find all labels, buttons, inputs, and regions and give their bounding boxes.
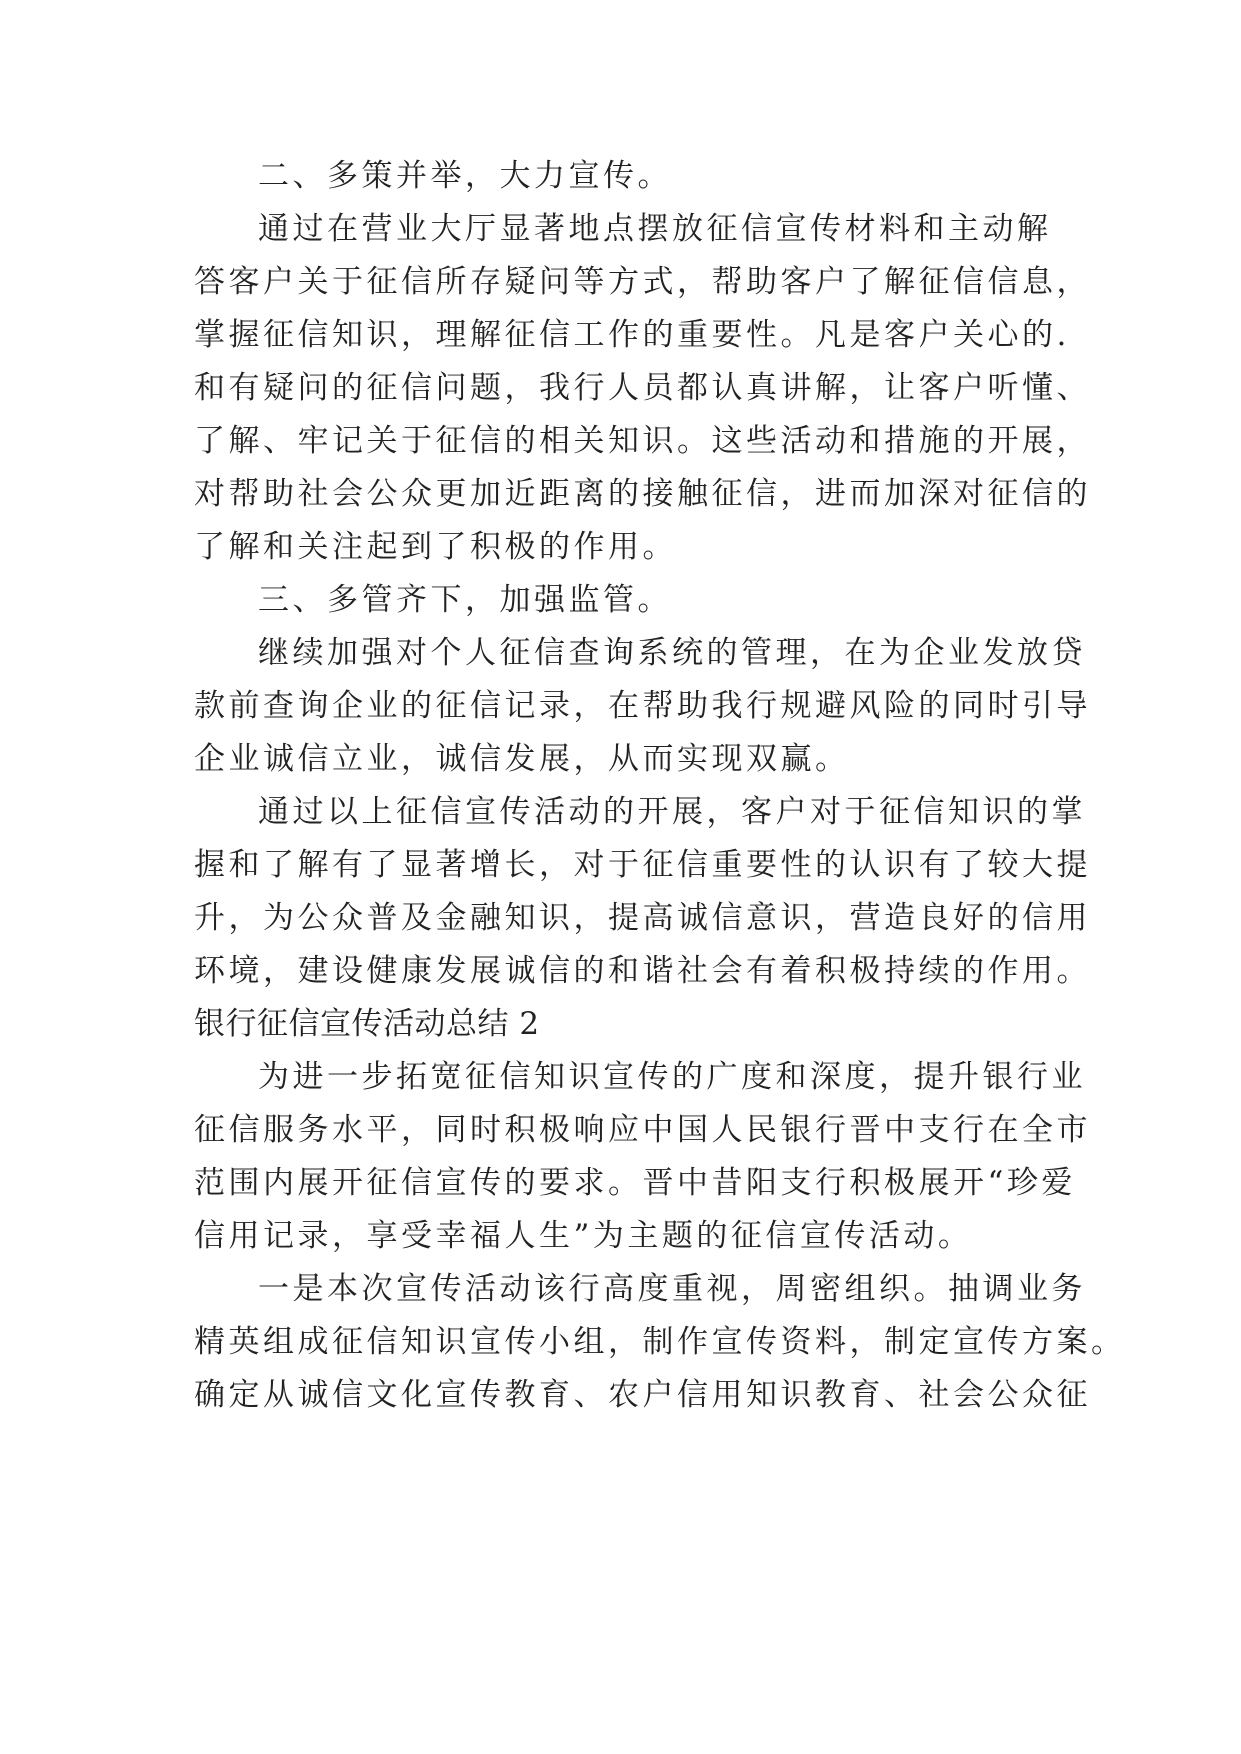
paragraph-line: 征信服务水平，同时积极响应中国人民银行晋中支行在全市 bbox=[194, 1112, 1091, 1148]
paragraph-line: 确定从诚信文化宣传教育、农户信用知识教育、社会公众征 bbox=[194, 1377, 1091, 1413]
paragraph-line: 信用记录，享受幸福人生”为主题的征信宣传活动。 bbox=[194, 1218, 973, 1254]
heading-line-3: 三、多管齐下，加强监管。 bbox=[258, 582, 672, 618]
paragraph-line: 了解和关注起到了积极的作用。 bbox=[194, 529, 677, 565]
paragraph-line: 和有疑问的征信问题，我行人员都认真讲解，让客户听懂、 bbox=[194, 370, 1091, 406]
paragraph-line: 继续加强对个人征信查询系统的管理，在为企业发放贷 bbox=[258, 635, 1086, 671]
paragraph-line: 升，为公众普及金融知识，提高诚信意识，营造良好的信用 bbox=[194, 900, 1091, 936]
paragraph-line: 握和了解有了显著增长，对于征信重要性的认识有了较大提 bbox=[194, 847, 1091, 883]
paragraph-line: 通过以上征信宣传活动的开展，客户对于征信知识的掌 bbox=[258, 794, 1086, 830]
paragraph-line: 掌握征信知识，理解征信工作的重要性。凡是客户关心的. bbox=[194, 317, 1070, 353]
paragraph-line: 答客户关于征信所存疑问等方式，帮助客户了解征信信息， bbox=[194, 264, 1091, 300]
paragraph-line: 为进一步拓宽征信知识宣传的广度和深度，提升银行业 bbox=[258, 1059, 1086, 1095]
paragraph-line: 企业诚信立业，诚信发展，从而实现双赢。 bbox=[194, 741, 850, 777]
paragraph-line: 了解、牢记关于征信的相关知识。这些活动和措施的开展， bbox=[194, 423, 1091, 459]
paragraph-line: 环境，建设健康发展诚信的和谐社会有着积极持续的作用。 bbox=[194, 953, 1091, 989]
heading-line-2: 二、多策并举，大力宣传。 bbox=[258, 158, 672, 194]
document-body bbox=[194, 150, 1126, 1422]
paragraph-line: 一是本次宣传活动该行高度重视，周密组织。抽调业务 bbox=[258, 1271, 1086, 1307]
paragraph-line: 精英组成征信知识宣传小组，制作宣传资料，制定宣传方案。 bbox=[194, 1324, 1126, 1360]
paragraph-line: 范围内展开征信宣传的要求。晋中昔阳支行积极展开“珍爱 bbox=[194, 1165, 1076, 1201]
paragraph-line: 款前查询企业的征信记录，在帮助我行规避风险的同时引导 bbox=[194, 688, 1091, 724]
paragraph-line: 通过在营业大厅显著地点摆放征信宣传材料和主动解 bbox=[258, 211, 1052, 247]
paragraph-line: 对帮助社会公众更加近距离的接触征信，进而加深对征信的 bbox=[194, 476, 1091, 512]
section-title: 银行征信宣传活动总结 2 bbox=[194, 1006, 540, 1042]
